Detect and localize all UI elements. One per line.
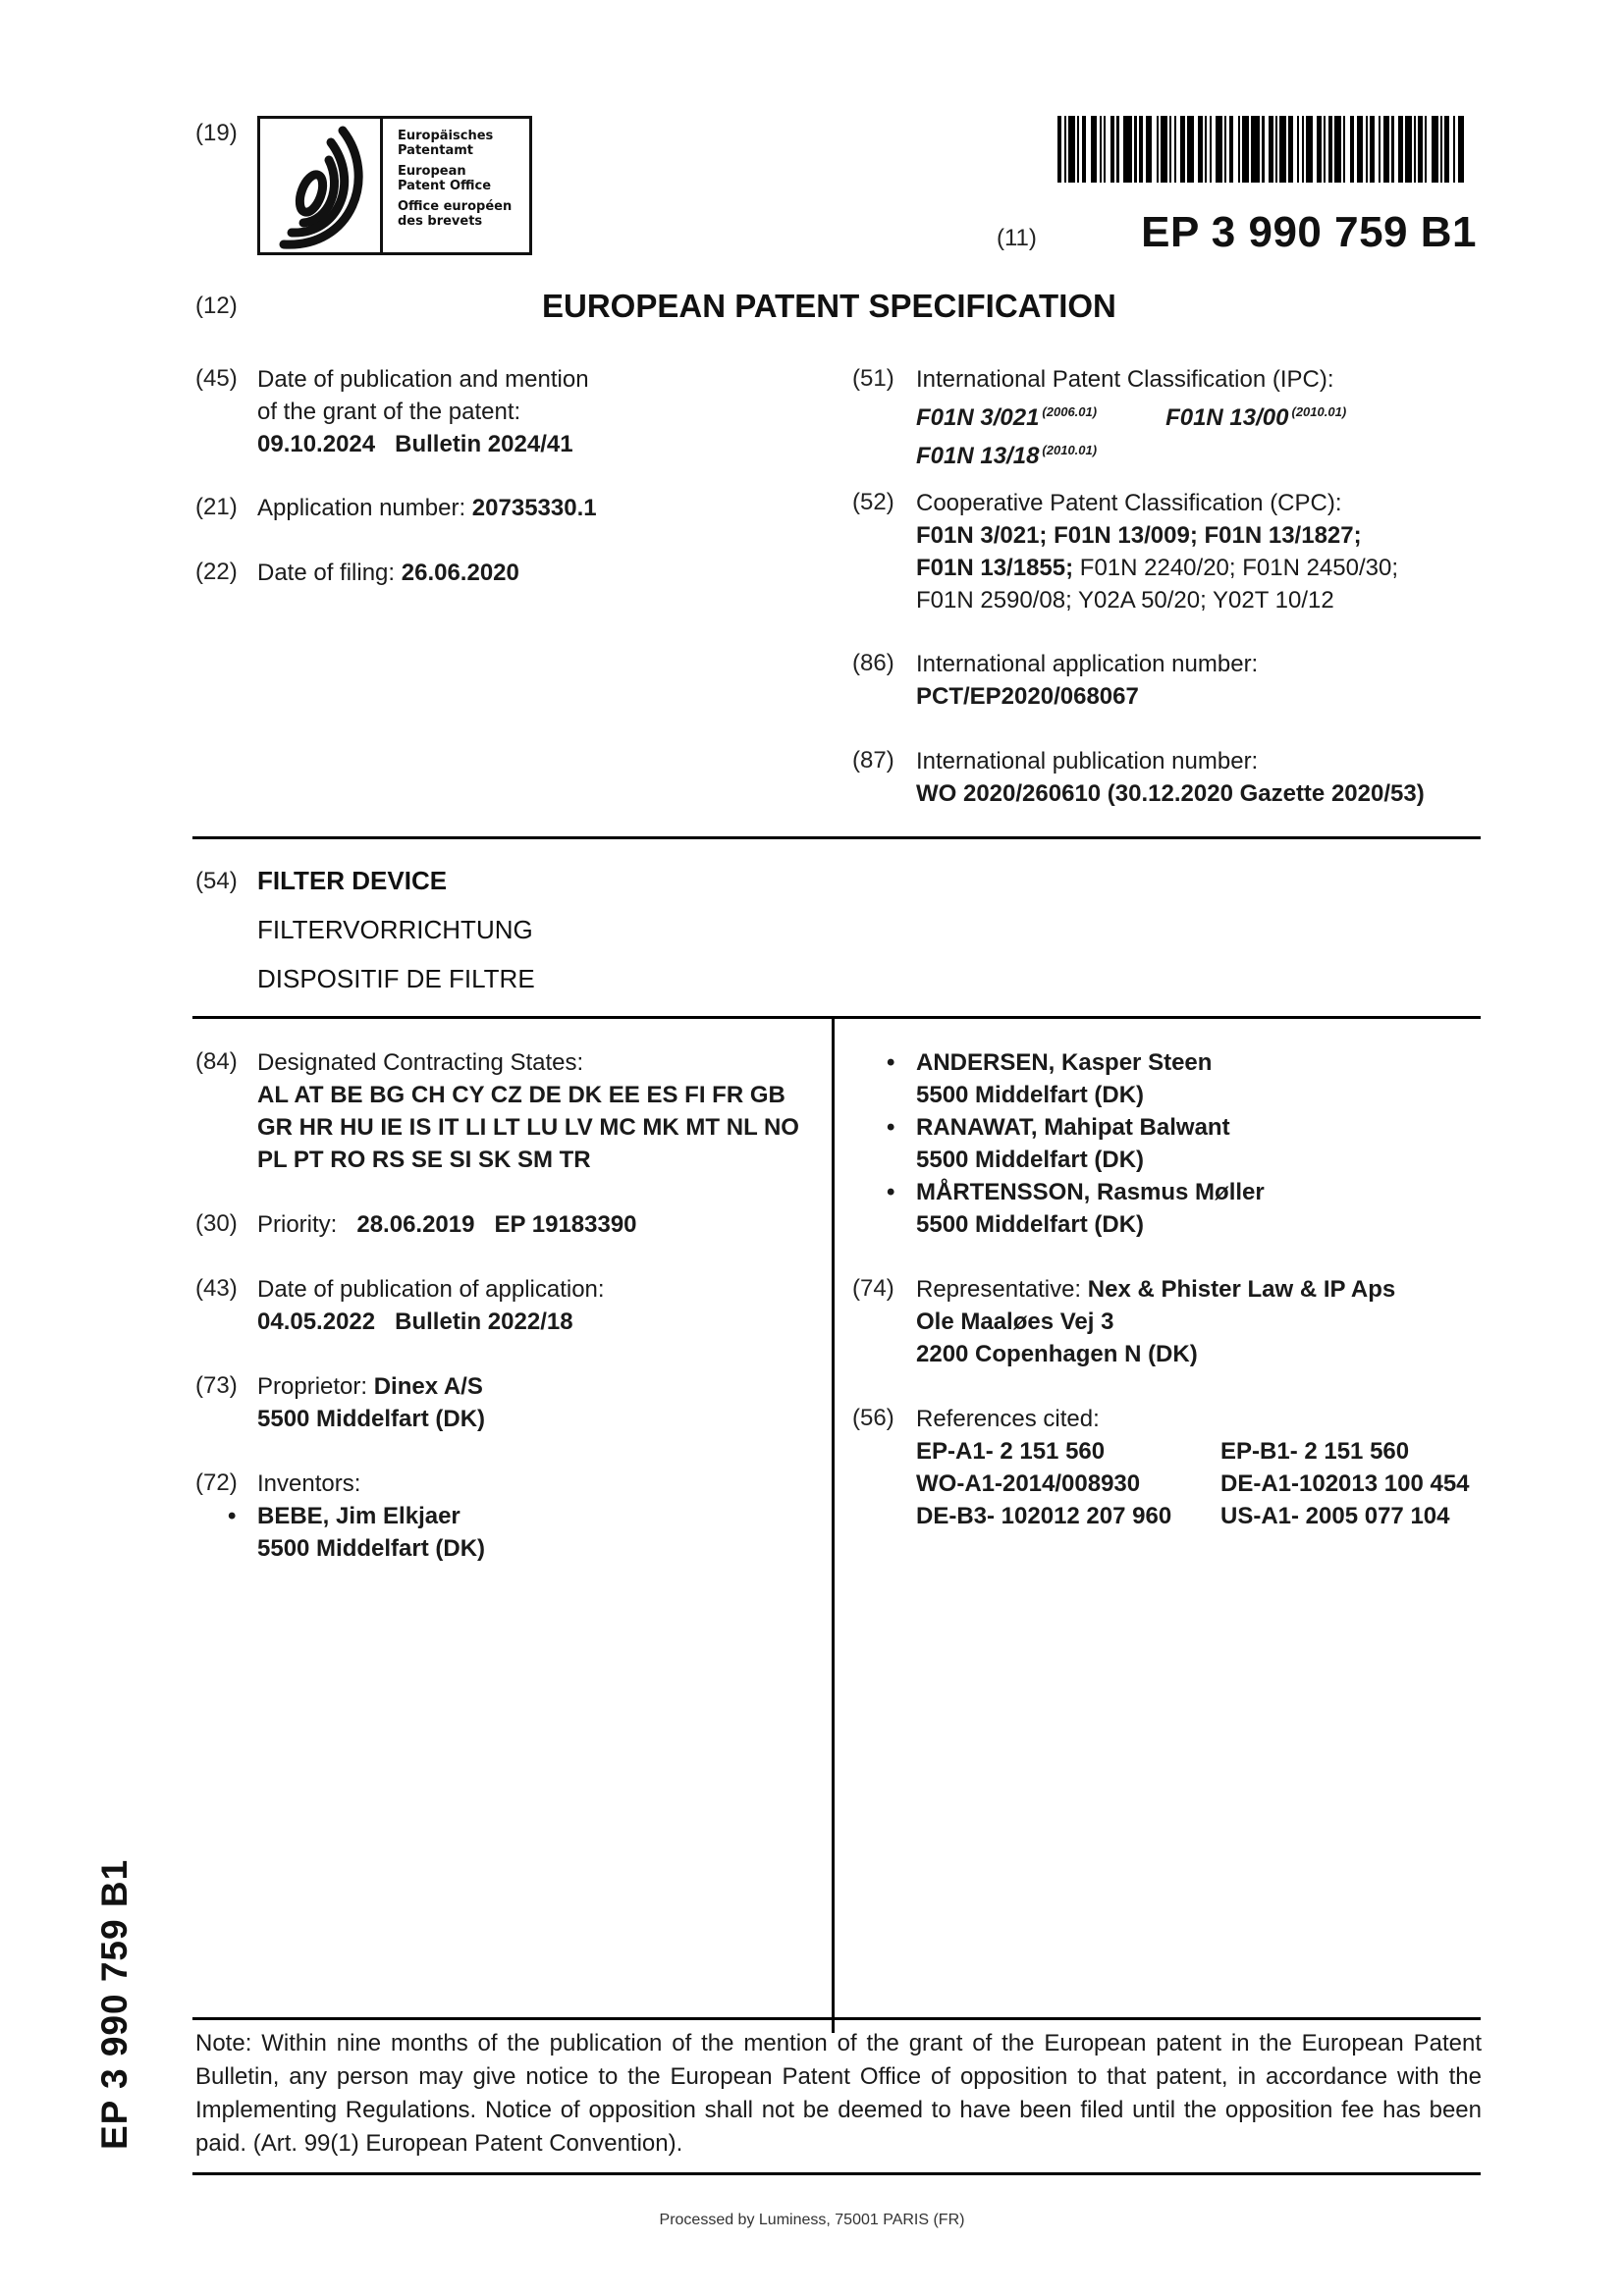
inid-56: (56): [852, 1405, 894, 1431]
inid-30: (30): [195, 1210, 238, 1237]
title-french: DISPOSITIF DE FILTRE: [257, 964, 535, 993]
international-application-field: International application number: PCT/EP2020/068067: [916, 651, 1259, 710]
reference-item: EP-B1- 2 151 560: [1220, 1438, 1410, 1465]
reference-item: WO-A1-2014/008930: [916, 1470, 1141, 1497]
title-english: FILTER DEVICE: [257, 866, 448, 895]
references-field: References cited: EP-A1- 2 151 560 EP-B1- 2 151 560 WO-A1-2014/008930 DE-A1-102013 100 454 DE-B3- 102012 207 960 US-A1- 2005 077 104: [916, 1403, 1476, 1532]
reference-item: DE-A1-102013 100 454: [1220, 1470, 1470, 1497]
inid-52: (52): [852, 489, 894, 515]
application-number-field: Application number: 20735330.1: [257, 495, 597, 521]
cpc-field: Cooperative Patent Classification (CPC): F01N 3/021; F01N 13/009; F01N 13/1827; F01N 13/1855; F01N 2240/20; F01N 2450/30; F01N 2590/08; Y02A 50/20; Y02T 10/12: [916, 490, 1398, 614]
divider-line: [192, 1016, 1481, 1019]
inventor-item: • ANDERSEN, Kasper Steen 5500 Middelfart (DK): [887, 1049, 1213, 1108]
epo-logo: [257, 116, 532, 255]
document-type-title: EUROPEAN PATENT SPECIFICATION: [542, 288, 1116, 324]
inventors-continued: [887, 1046, 1265, 1241]
inid-45: (45): [195, 365, 238, 392]
publication-number: EP 3 990 759 B1: [1141, 208, 1477, 256]
inid-12: (12): [195, 293, 238, 319]
proprietor-field: Proprietor: Dinex A/S 5500 Middelfart (DK): [257, 1373, 486, 1432]
side-publication-number: EP 3 990 759 B1: [94, 1858, 135, 2150]
epo-logo-icon: [260, 119, 383, 252]
inid-22: (22): [195, 559, 238, 585]
inid-19: (19): [195, 120, 238, 146]
reference-item: DE-B3- 102012 207 960: [916, 1503, 1172, 1529]
column-divider: [832, 1016, 835, 2033]
opposition-note: Note: Within nine months of the publication of the mention of the grant of the European patent in the European Patent Bulletin, any person may give notice to the European Patent Office of opposition to that patent, in accordance with the Implementing Regulations. Notice of opposition shall not be deemed to have been filed until the opposition fee has been paid. (Art. 99(1) European Patent Convention).: [195, 2030, 1482, 2157]
inid-84: (84): [195, 1048, 238, 1075]
inventor-item: • RANAWAT, Mahipat Balwant 5500 Middelfart (DK): [887, 1114, 1230, 1173]
inid-21: (21): [195, 494, 238, 520]
inventors-field: Inventors: • BEBE, Jim Elkjaer 5500 Middelfart (DK): [257, 1468, 485, 1565]
inid-86: (86): [852, 650, 894, 676]
ipc-field: International Patent Classification (IPC): F01N 3/021 $^{(2006.01)}$ F01N 13/00 $^{(2010.01)}$ F01N 13/18 $^{(2010.01)}$: [916, 366, 1347, 469]
reference-item: US-A1- 2005 077 104: [1220, 1503, 1450, 1529]
divider-line: [192, 836, 1481, 839]
inventor-item: • MÅRTENSSON, Rasmus Møller 5500 Middelfart (DK): [887, 1179, 1265, 1238]
divider-line: [192, 2172, 1481, 2175]
priority-field: Priority: 28.06.2019 EP 19183390: [257, 1211, 637, 1238]
reference-item: EP-A1- 2 151 560: [916, 1438, 1106, 1465]
international-publication-field: International publication number: WO 2020/260610 (30.12.2020 Gazette 2020/53): [916, 748, 1425, 807]
inventor-item: • BEBE, Jim Elkjaer 5500 Middelfart (DK): [228, 1503, 486, 1562]
grant-publication-field: Date of publication and mention of the grant of the patent: 09.10.2024 Bulletin 2024/41: [257, 366, 589, 457]
inid-43: (43): [195, 1275, 238, 1302]
divider-line: [192, 2017, 1481, 2020]
inid-73: (73): [195, 1372, 238, 1399]
representative-field: Representative: Nex & Phister Law & IP Aps Ole Maaløes Vej 3 2200 Copenhagen N (DK): [916, 1276, 1396, 1367]
title-german: FILTERVORRICHTUNG: [257, 915, 533, 944]
barcode: [1057, 116, 1470, 183]
designated-states-field: Designated Contracting States: AL AT BE BG CH CY CZ DE DK EE ES FI FR GB GR HR HU IE IS IT LI LT LU LV MC MK MT NL NO PL PT RO RS SE SI SK SM TR: [257, 1049, 799, 1173]
processor-footer: Processed by Luminess, 75001 PARIS (FR): [659, 2212, 965, 2228]
inid-54: (54): [195, 868, 238, 894]
inid-72: (72): [195, 1469, 238, 1496]
application-publication-field: Date of publication of application: 04.05.2022 Bulletin 2022/18: [257, 1276, 605, 1335]
inid-51: (51): [852, 365, 894, 392]
inid-11: (11): [997, 225, 1037, 251]
inid-74: (74): [852, 1275, 894, 1302]
inid-87: (87): [852, 747, 894, 774]
epo-logo-text: Europäisches Patentamt European Patent Office Office européen des brevets: [398, 129, 513, 229]
filing-date-field: Date of filing: 26.06.2020: [257, 560, 519, 586]
